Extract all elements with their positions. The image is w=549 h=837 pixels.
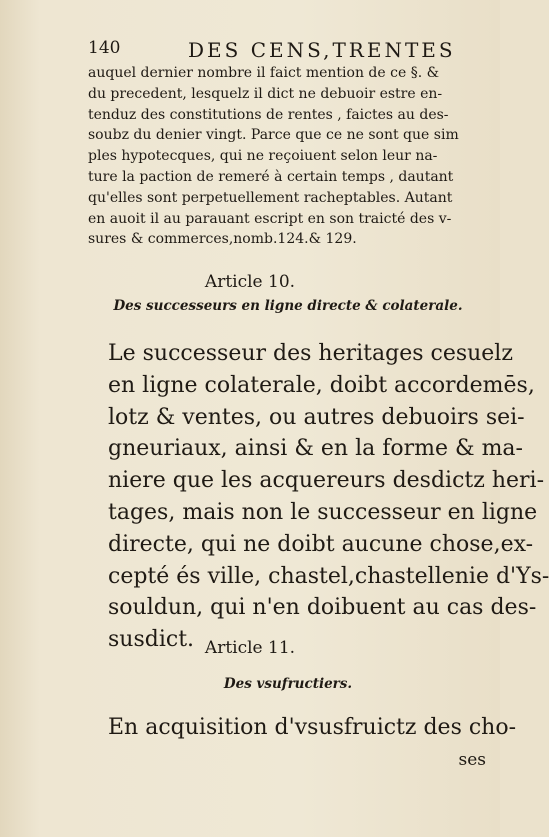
text-line: en ligne colaterale, doibt accordemēs, (108, 372, 535, 398)
intro-paragraph (88, 63, 488, 250)
article-10-body (108, 338, 549, 656)
text-line: directe, qui ne doibt aucune chose,ex- (108, 531, 534, 557)
text-line: sures & commerces,nomb.124.& 129. (88, 231, 357, 248)
text-line: gneuriaux, ainsi & en la forme & ma- (108, 436, 523, 462)
text-line: lotz & ventes, ou autres debuoirs sei- (108, 404, 525, 430)
running-title: DES CENS,TRENTES (188, 38, 456, 62)
text-line: qu'elles sont perpetuellement racheptables. Autant (88, 189, 453, 206)
text-line: En acquisition d'vsusfruictz des cho- (108, 715, 517, 740)
page-number: 140 (88, 38, 121, 58)
article-11-heading: Article 11. (204, 638, 296, 658)
text-line: auquel dernier nombre il faict mention de ce §. & (88, 65, 440, 81)
text-line: tenduz des constitutions de rentes , faictes au des- (88, 106, 449, 123)
text-line: souldun, qui n'en doibuent au cas des- (108, 595, 537, 621)
catchword: ses (458, 750, 486, 770)
page-header (88, 38, 460, 62)
text-line: du precedent, lesquelz il dict ne debuoir estre en- (88, 85, 443, 102)
text-line: ture la paction de remeré à certain temps , dautant (88, 168, 454, 185)
text-line: Le successeur des heritages cesuelz (108, 341, 513, 366)
text-line: susdict. (108, 627, 195, 653)
text-line: ples hypotecques, qui ne reçoiuent selon leur na- (88, 148, 438, 165)
article-11-body (108, 712, 517, 744)
article-10-heading: Article 10. (204, 272, 296, 292)
text-line: en auoit il au parauant escript en son traicté des v- (88, 210, 452, 227)
text-line: soubz du denier vingt. Parce que ce ne sont que sim (88, 127, 459, 144)
text-line: cepté és ville, chastel,chastellenie d'Ys- (108, 563, 549, 589)
text-line: tages, mais non le successeur en ligne (108, 499, 538, 525)
article-11-subtitle: Des vsufructiers. (223, 676, 353, 692)
text-line: niere que les acquereurs desdictz heri- (108, 468, 545, 494)
article-10-subtitle: Des successeurs en ligne directe & colaterale. (113, 298, 463, 314)
